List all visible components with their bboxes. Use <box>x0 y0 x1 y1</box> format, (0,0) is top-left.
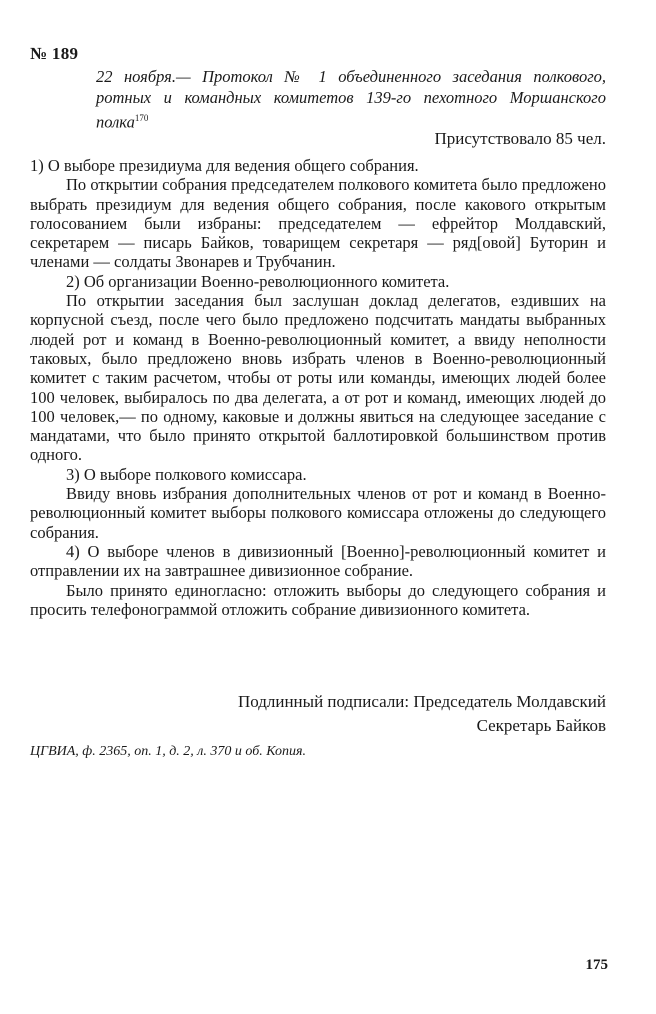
page-number: 175 <box>585 957 608 973</box>
document-heading <box>96 66 606 133</box>
signature-block <box>238 690 606 738</box>
paragraph: Ввиду вновь избрания дополнительных членов от рот и команд в Военно-революционный комитет выборы полкового комиссара отложены до следующего собрания. <box>30 484 606 542</box>
signature-line-chairman: Подлинный подписали: Председатель Молдавский <box>237 692 606 711</box>
paragraph: Было принято единогласно: отложить выборы до следующего собрания и просить телефонограммой отложить собрание дивизионного комитета. <box>30 580 606 619</box>
agenda-item-2: 2) Об организации Военно-революционного комитета. <box>66 271 450 291</box>
signature-line-secretary: Секретарь Байков <box>476 716 606 735</box>
archive-source: ЦГВИА, ф. 2365, оп. 1, д. 2, л. 370 и об. Копия. <box>30 744 307 759</box>
paragraph: По открытии заседания был заслушан доклад делегатов, ездивших на корпусной съезд, после чего было предложено подсчитать мандаты выбранных людей рот и команд в Военно-революционный комитет, а ввиду неполности таковых, было предложено вновь избрать членов в Военно-революционный комитет с таким расчетом, чтобы от роты или команды, имеющих людей более 100 человек, выбиралось по два делегата, а от рот и команд, имеющих людей до 100 человек,— по одному, каковые и должны явиться на следующее заседание с мандатами, что было принято открытой баллотировкой большинством против одного. <box>30 291 606 465</box>
paragraph: По открытии собрания председателем полкового комитета было предложено выбрать президиум для ведения общего собрания, после какового открытым голосованием были избраны: председателем — ефрейтор Молдавский, секретарем — писарь Байков, товарищем секретаря — ряд[овой] Буторин и членами — солдаты Звонарев и Трубчанин. <box>30 175 606 272</box>
document-body <box>30 156 606 619</box>
agenda-item-3: 3) О выборе полкового комиссара. <box>66 464 307 484</box>
heading-text: 22 ноября.— Протокол № 1 объединенного заседания полкового, ротных и командных комитетов 139-го пехотного Моршанского полка <box>96 67 606 132</box>
footnote-ref: 170 <box>134 113 149 123</box>
attendance-line: Присутствовало 85 чел. <box>434 129 606 148</box>
document-number: № 189 <box>30 44 79 63</box>
agenda-item-4: 4) О выборе членов в дивизионный [Военно]-революционный комитет и отправлении их на завтрашнее дивизионное собрание. <box>30 541 606 581</box>
agenda-item-1: 1) О выборе президиума для ведения общего собрания. <box>30 156 419 175</box>
